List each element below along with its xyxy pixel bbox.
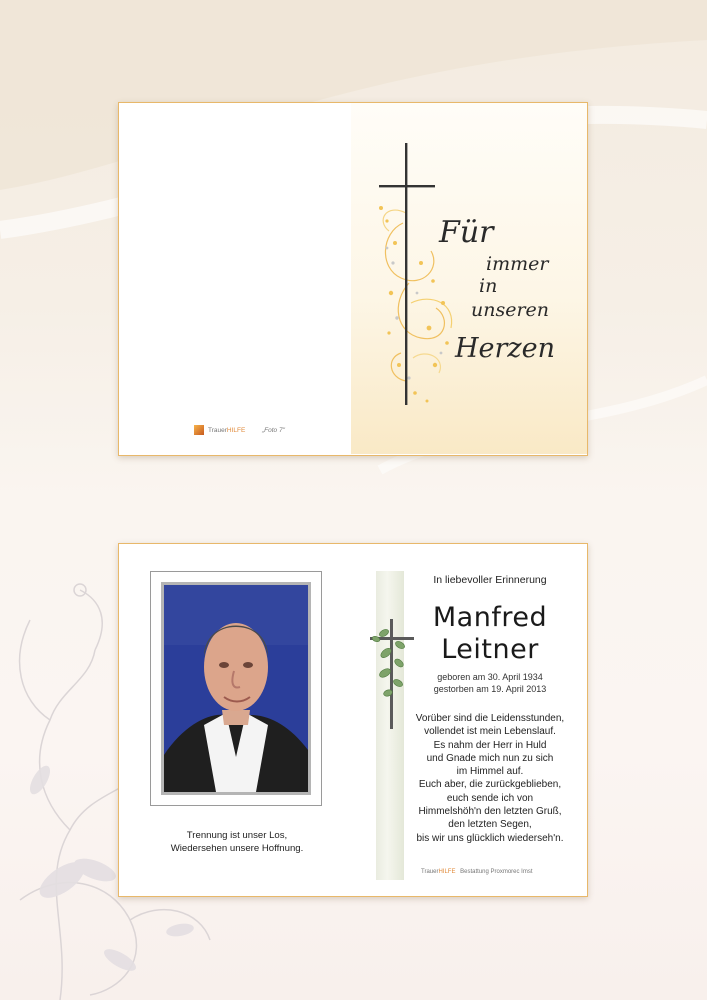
verse-line: und Gnade mich nun zu sich xyxy=(426,752,554,764)
birth-date: geboren am 30. April 1934 xyxy=(437,672,543,682)
card-front xyxy=(118,102,588,456)
verse-line: bis wir uns glücklich wiederseh'n. xyxy=(416,832,564,844)
verse-line: Euch aber, die zurückgeblieben, xyxy=(418,779,562,791)
headline-line-2: immer xyxy=(486,253,549,275)
portrait-photo xyxy=(161,582,311,795)
motto-line-1: Trennung ist unser Los, xyxy=(186,830,288,841)
motto-line-2: Wiedersehen unsere Hoffnung. xyxy=(170,843,304,854)
front-cover-panel xyxy=(351,103,587,454)
brand-logo-front xyxy=(194,425,204,435)
footer-brand: TrauerHILFE Bestattung Proxmorec Imst xyxy=(421,869,533,875)
headline-line-1: Für xyxy=(439,215,494,250)
intro-text: In liebevoller Erinnerung xyxy=(433,574,547,586)
headline-line-4: unseren xyxy=(471,299,550,321)
verse-line: den letzten Segen, xyxy=(448,819,532,831)
brand-name-front: TrauerHILFE xyxy=(208,427,246,434)
verse xyxy=(409,712,571,845)
motto xyxy=(149,829,325,855)
portrait-image xyxy=(164,585,308,792)
card-inner xyxy=(118,543,588,897)
cross-ornament xyxy=(351,103,587,454)
last-name: Leitner xyxy=(441,634,539,665)
verse-line: Vorüber sind die Leidensstunden, xyxy=(415,713,565,724)
design-name: „Foto 7" xyxy=(262,427,285,434)
verse-line: vollendet ist mein Lebenslauf. xyxy=(424,726,556,738)
verse-line: Es nahm der Herr in Huld xyxy=(433,739,547,751)
footer-undertaker: Bestattung Proxmorec Imst xyxy=(460,869,533,875)
verse-line: im Himmel auf. xyxy=(456,766,524,778)
verse-line: euch sende ich von xyxy=(446,792,534,804)
verse-line: Himmelshöh'n den letzten Gruß, xyxy=(418,806,562,818)
headline-line-5: Herzen xyxy=(455,333,556,364)
headline-line-3: in xyxy=(479,275,498,297)
first-name: Manfred xyxy=(432,602,548,633)
death-date: gestorben am 19. April 2013 xyxy=(433,683,547,694)
photo-frame xyxy=(150,571,322,806)
